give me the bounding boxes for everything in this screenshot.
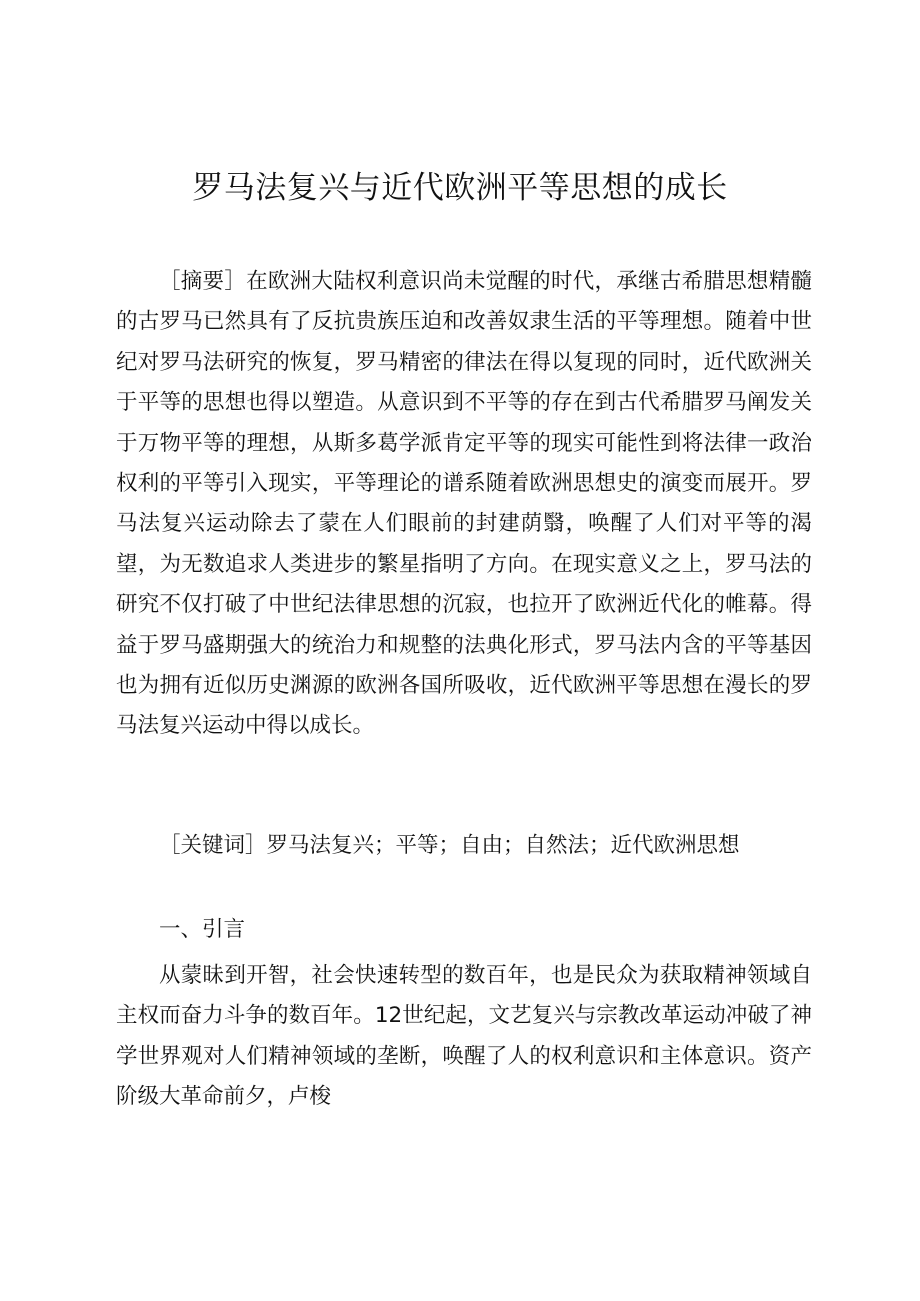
keywords-paragraph: ［关键词］罗马法复兴；平等；自由；自然法；近代欧洲思想 <box>159 833 740 858</box>
abstract-paragraph: ［摘要］在欧洲大陆权利意识尚未觉醒的时代，承继古希腊思想精髓的古罗马已然具有了反抗贵族压迫和改善奴隶生活的平等理想。随着中世纪对罗马法研究的恢复，罗马精密的律法在得以复现的同时，近代欧洲关于平等的思想也得以塑造。从意识到不平等的存在到古代希腊罗马阐发关于万物平等的理想，从斯多葛学派肯定平等的现实可能性到将法律一政治权利的平等引入现实，平等理论的谱系随着欧洲思想史的演变而展开。罗马法复兴运动除去了蒙在人们眼前的封建荫翳，唤醒了人们对平等的渴望，为无数追求人类进步的繁星指明了方向。在现实意义之上，罗马法的研究不仅打破了中世纪法律思想的沉寂，也拉开了欧洲近代化的帷幕。得益于罗马盛期强大的统治力和规整的法典化形式，罗马法内含的平等基因也为拥有近似历史渊源的欧洲各国所吸收，近代欧洲平等思想在漫长的罗马法复兴运动中得以成长。 <box>116 269 812 739</box>
section-heading-introduction: 一、引言 <box>159 917 246 942</box>
introduction-paragraph: 从蒙昧到开智，社会快速转型的数百年，也是民众为获取精神领域自主权而奋力斗争的数百年。12世纪起，文艺复兴与宗教改革运动冲破了神学世界观对人们精神领域的垄断，唤醒了人的权利意识和主体意识。资产阶级大革命前夕，卢梭 <box>116 963 812 1110</box>
page-title: 罗马法复兴与近代欧洲平等思想的成长 <box>192 170 728 206</box>
